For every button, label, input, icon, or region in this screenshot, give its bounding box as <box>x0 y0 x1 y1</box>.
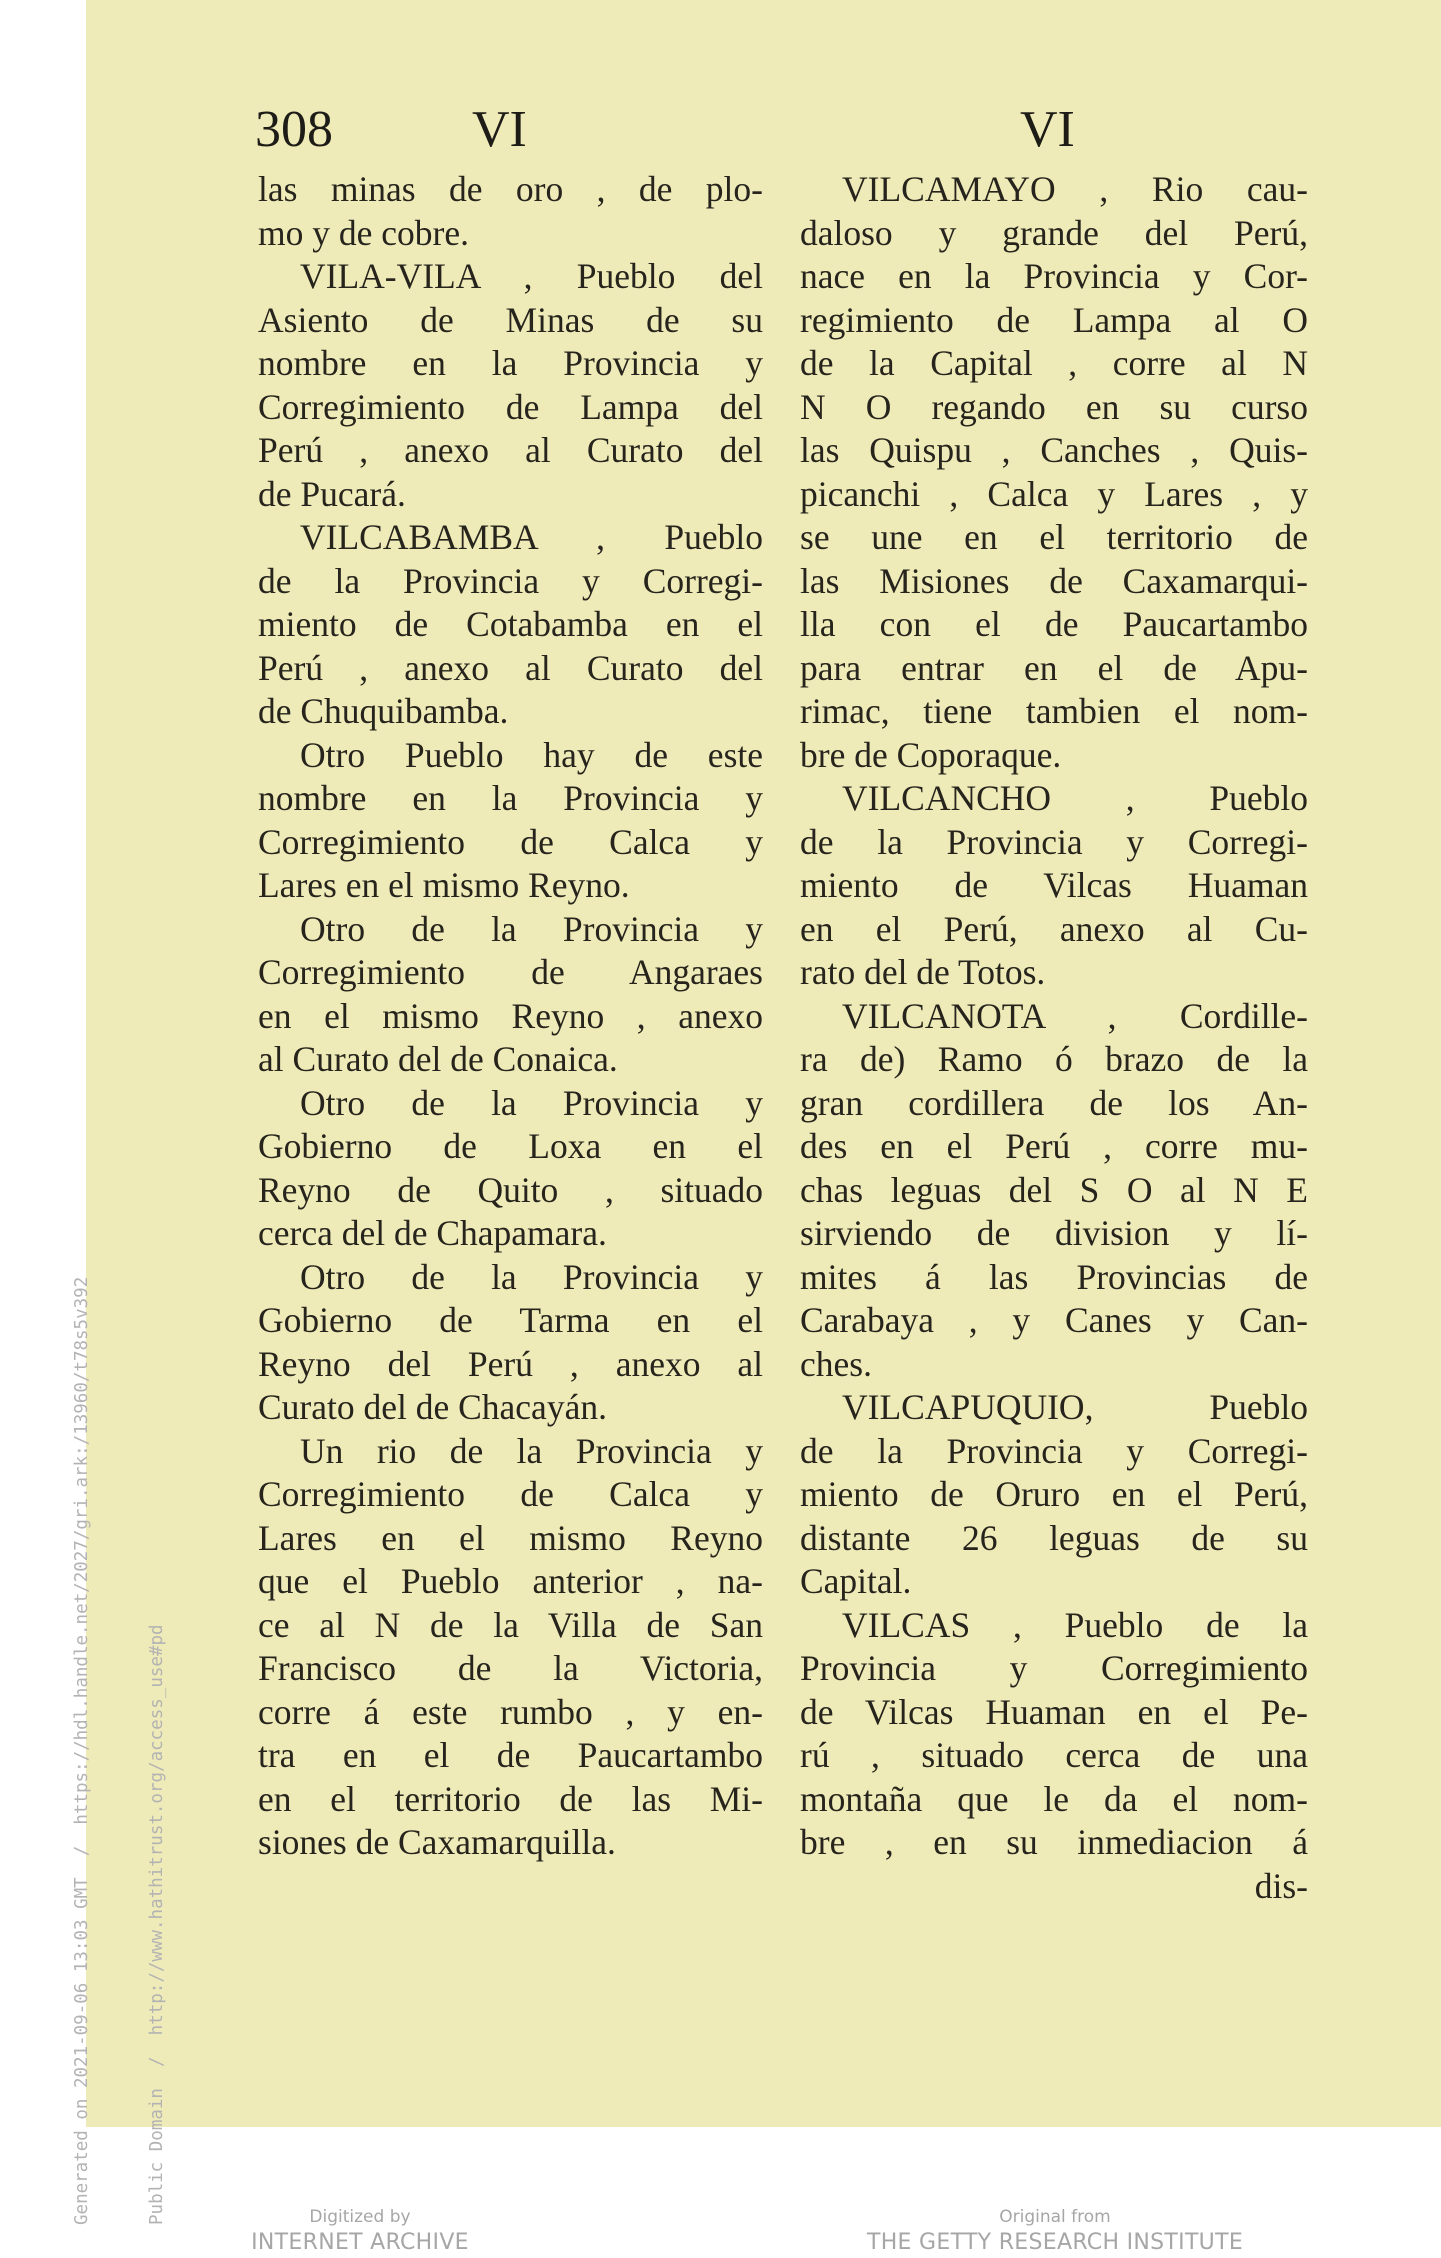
left-running-head: VI <box>472 101 527 158</box>
text-line: Corregimiento de Lampa del <box>258 386 763 427</box>
text-line: des en el Perú , corre mu- <box>800 1126 1308 1166</box>
text-line: Gobierno de Tarma en el <box>258 1300 763 1340</box>
text-line: lla con el de Paucartambo <box>800 604 1308 644</box>
text-line: de la Provincia y Corregi- <box>800 1430 1308 1471</box>
text-line: Otro de la Provincia y <box>300 908 763 949</box>
text-line: Reyno del Perú , anexo al <box>258 1343 763 1384</box>
source-institution-name: THE GETTY RESEARCH INSTITUTE <box>866 2230 1244 2255</box>
text-line: Perú , anexo al Curato del <box>258 430 763 470</box>
text-line: rato del de Totos. <box>800 952 1046 992</box>
text-line: de Pucará. <box>258 473 406 514</box>
text-line: VILCABAMBA , Pueblo <box>300 517 763 557</box>
text-line: Reyno de Quito , situado <box>258 1169 763 1210</box>
text-line: VILCANOTA , Cordille- <box>842 995 1308 1036</box>
text-line: gran cordillera de los An- <box>800 1082 1308 1123</box>
digitized-by-label: Digitized by <box>309 2207 411 2227</box>
text-line: las Misiones de Caxamarqui- <box>800 560 1308 601</box>
text-line: cerca del de Chapamara. <box>258 1213 607 1253</box>
text-line: las minas de oro , de plo- <box>258 169 763 209</box>
text-line: Perú , anexo al Curato del <box>258 647 763 688</box>
text-line: corre á este rumbo , y en- <box>258 1691 763 1732</box>
text-line: VILCAMAYO , Rio cau- <box>842 169 1308 209</box>
text-line: Otro de la Provincia y <box>300 1256 763 1297</box>
text-line: de la Capital , corre al N <box>800 343 1308 383</box>
text-line: de Chuquibamba. <box>258 691 509 731</box>
text-line: nombre en la Provincia y <box>258 778 763 818</box>
watermark-line-rights: Public Domain / http://www.hathitrust.org/access_use#pd <box>147 1624 167 2225</box>
text-line: de la Provincia y Corregi- <box>800 821 1308 862</box>
text-line: en el Perú, anexo al Cu- <box>800 908 1308 949</box>
text-line: Un rio de la Provincia y <box>300 1430 763 1471</box>
text-line: ra de) Ramo ó brazo de la <box>800 1039 1308 1079</box>
text-line: bre , en su inmediacion á <box>800 1822 1308 1862</box>
text-line: regimiento de Lampa al O <box>800 299 1308 340</box>
text-line: VILCAPUQUIO, Pueblo <box>842 1387 1308 1427</box>
text-line: picanchi , Calca y Lares , y <box>800 473 1308 514</box>
text-line: tra en el de Paucartambo <box>258 1735 763 1775</box>
text-line: nace en la Provincia y Cor- <box>800 256 1308 296</box>
text-line: que el Pueblo anterior , na- <box>258 1561 763 1601</box>
watermark-line-generated: Generated on 2021-09-06 13:03 GMT / https://hdl.handle.net/2027/gri.ark:/13960/t78s5v392 <box>72 1276 92 2225</box>
text-line: mites á las Provincias de <box>800 1256 1308 1297</box>
text-line: al Curato del de Conaica. <box>258 1039 618 1079</box>
right-running-head: VI <box>1020 101 1075 158</box>
text-line: Gobierno de Loxa en el <box>258 1126 763 1166</box>
text-line: rimac, tiene tambien el nom- <box>800 691 1308 731</box>
text-line: Asiento de Minas de su <box>258 299 763 340</box>
text-line: VILCAS , Pueblo de la <box>842 1604 1308 1645</box>
text-line: mo y de cobre. <box>258 212 469 253</box>
text-line: miento de Vilcas Huaman <box>800 865 1308 905</box>
text-line: Corregimiento de Calca y <box>258 1474 763 1514</box>
text-line: Capital. <box>800 1561 912 1601</box>
text-line: Lares en el mismo Reyno <box>258 1517 763 1558</box>
text-line: en el territorio de las Mi- <box>258 1778 763 1819</box>
text-line: Corregimiento de Calca y <box>258 821 763 862</box>
text-line: Lares en el mismo Reyno. <box>258 865 630 905</box>
text-line: rú , situado cerca de una <box>800 1735 1308 1775</box>
text-line: daloso y grande del Perú, <box>800 212 1308 253</box>
page-number: 308 <box>255 101 333 158</box>
text-line: sirviendo de division y lí- <box>800 1213 1308 1253</box>
text-line: VILCANCHO , Pueblo <box>842 778 1308 818</box>
text-line: Otro de la Provincia y <box>300 1082 763 1123</box>
text-line: para entrar en el de Apu- <box>800 647 1308 688</box>
text-line: Curato del de Chacayán. <box>258 1387 607 1427</box>
text-line: nombre en la Provincia y <box>258 343 763 383</box>
text-line: distante 26 leguas de su <box>800 1517 1308 1558</box>
text-line: montaña que le da el nom- <box>800 1778 1308 1819</box>
digitizer-name: INTERNET ARCHIVE <box>251 2230 469 2255</box>
hathitrust-watermark <box>20 1045 195 2225</box>
text-line: de Vilcas Huaman en el Pe- <box>800 1691 1308 1732</box>
original-from-label: Original from <box>999 2207 1111 2227</box>
text-line: Corregimiento de Angaraes <box>258 952 763 992</box>
right-text-column <box>800 168 1308 1908</box>
text-line: siones de Caxamarquilla. <box>258 1822 616 1862</box>
text-line: bre de Coporaque. <box>800 734 1062 775</box>
text-line: se une en el territorio de <box>800 517 1308 557</box>
digitizer-credit <box>210 2206 510 2258</box>
text-line: en el mismo Reyno , anexo <box>258 995 763 1036</box>
text-line: dis- <box>1254 1865 1308 1906</box>
text-line: N O regando en su curso <box>800 386 1308 427</box>
source-credit <box>855 2206 1255 2258</box>
text-line: chas leguas del S O al N E <box>800 1169 1308 1210</box>
text-line: miento de Cotabamba en el <box>258 604 763 644</box>
left-text-column <box>258 168 763 1865</box>
text-line: VILA-VILA , Pueblo del <box>300 256 763 296</box>
text-line: Provincia y Corregimiento <box>800 1648 1308 1688</box>
text-line: ches. <box>800 1343 872 1384</box>
text-line: Carabaya , y Canes y Can- <box>800 1300 1308 1340</box>
text-line: miento de Oruro en el Perú, <box>800 1474 1308 1514</box>
text-line: las Quispu , Canches , Quis- <box>800 430 1308 470</box>
text-line: Francisco de la Victoria, <box>258 1648 763 1688</box>
text-line: Otro Pueblo hay de este <box>300 734 763 775</box>
text-line: de la Provincia y Corregi- <box>258 560 763 601</box>
text-line: ce al N de la Villa de San <box>258 1604 763 1645</box>
